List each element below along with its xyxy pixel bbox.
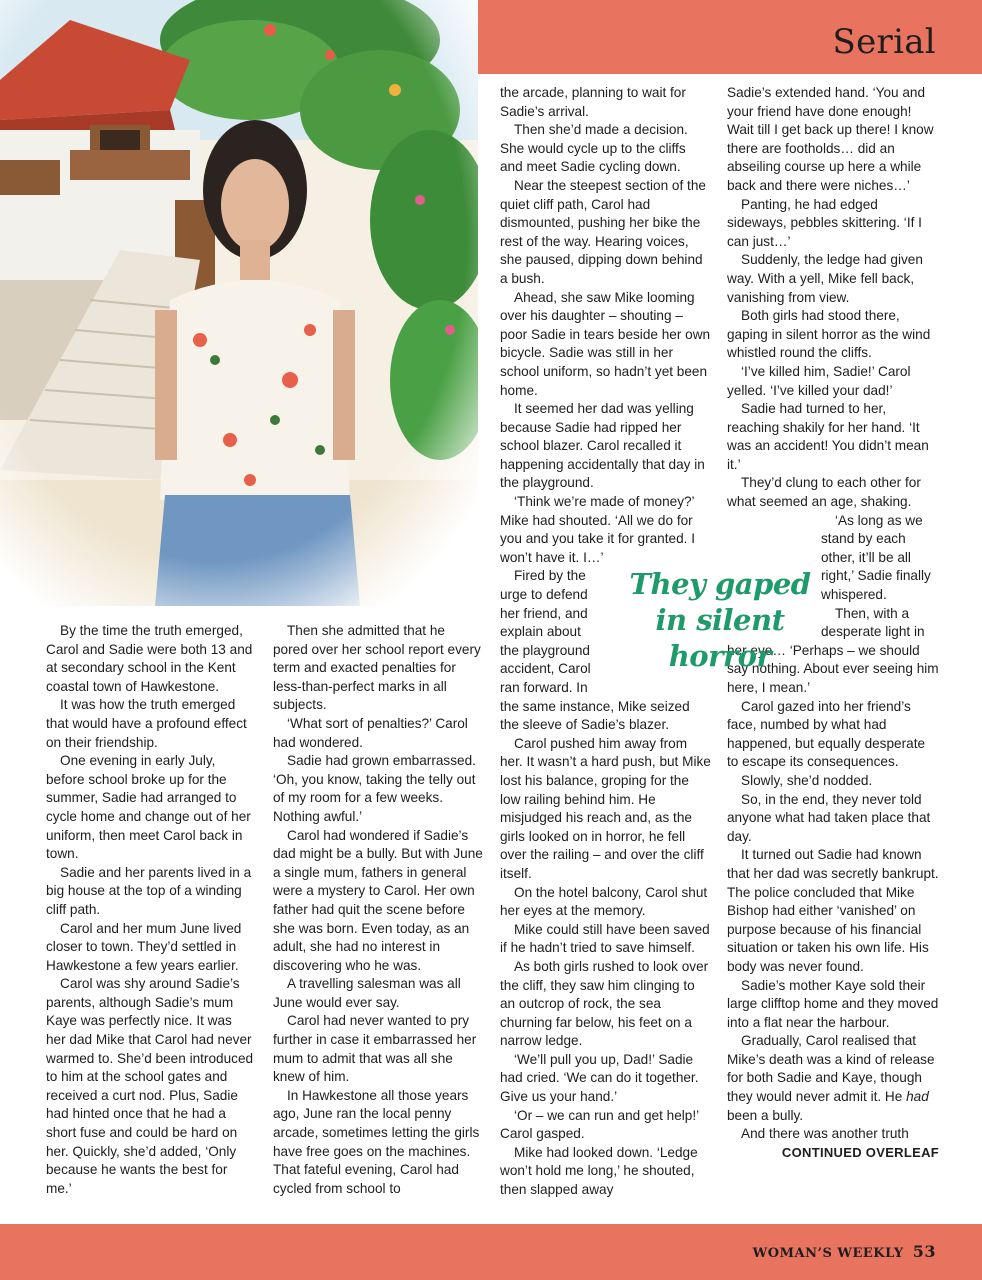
paragraph: They’d clung to each other for what seemed an age, shaking. [727, 475, 921, 510]
paragraph: As both girls rushed to look over the cliff, they saw him clinging to an outcrop of rock, the sea churning far below, his feet on a narrow ledge. [500, 958, 709, 1049]
paragraph: Fired by the urge to defend her friend, and explain about the playground accident, Carol ran forward. In the same instance, Mike seized the sleeve of Sadie’s blazer. [500, 568, 690, 733]
paragraph: Carol and her mum June lived closer to town. They’d settled in Hawkestone a few years earlier. [46, 920, 242, 973]
paragraph: ‘I’ve killed him, Sadie!’ Carol yelled. ‘I’ve killed your dad!’ [727, 363, 911, 398]
pull-quote-line: horror [668, 639, 772, 673]
paragraph: Sadie’s extended hand. ‘You and your friend have done enough! Wait till I get back up there! I know there are footholds… did an abseiling course up here a while back and there were niches…’ [727, 85, 934, 193]
paragraph: Sadie and her parents lived in a big house at the top of a winding cliff path. [46, 864, 252, 917]
paragraph: It seemed her dad was yelling because Sadie had ripped her school blazer. Carol recalled it happening accidentally that day in the playground. [500, 401, 705, 491]
text-run: Gradually, Carol realised that Mike’s death was a kind of release for both Sadie and Kaye, though they would never admit it. He [727, 1033, 935, 1105]
paragraph: Carol had never wanted to pry further in case it embarrassed her mum to admit that was all she knew of him. [273, 1013, 477, 1085]
pull-quote [620, 566, 820, 674]
paragraph: Both girls had stood there, gaping in silent horror as the wind whistled round the cliffs. [727, 308, 931, 361]
page-number: 53 [912, 1242, 936, 1261]
paragraph: On the hotel balcony, Carol shut her eyes at the memory. [500, 884, 708, 919]
paragraph: Then, with a desperate light in her eye… ‘Perhaps – we should say nothing. About ever seeing him here, I mean.’ [727, 605, 939, 695]
woman-standing-before-villa-illustration [0, 0, 478, 606]
paragraph: the arcade, planning to wait for Sadie’s arrival. [500, 85, 686, 119]
paragraph: Then she’d made a decision. She would cycle up to the cliffs and meet Sadie cycling down. [500, 122, 688, 175]
paragraph: Sadie had turned to her, reaching shakily for her hand. ‘It was an accident! You didn’t mean it.’ [727, 401, 929, 472]
pull-quote-line: They gaped [629, 567, 811, 601]
paragraph: Carol had wondered if Sadie’s dad might be a bully. But with June a single mum, fathers in general were a mystery to Carol. Her own father had quit the scene before she was born. Even today, as an adult, she had no interest in discovering who he was. [273, 827, 483, 973]
section-title: Serial [832, 22, 936, 62]
pull-quote-line: in silent [655, 603, 785, 637]
paragraph: Ahead, she saw Mike looming over his daughter – shouting – poor Sadie in tears beside her own bicycle. Sadie was still in her school uniform, so hadn’t yet been home. [500, 289, 711, 398]
continued-overleaf: CONTINUED OVERLEAF [781, 1144, 939, 1160]
paragraph: One evening in early July, before school broke up for the summer, Sadie had arranged to cycle home and change out of her uniform, then meet Carol back in town. [46, 753, 251, 862]
paragraph: By the time the truth emerged, Carol and Sadie were both 13 and at secondary school in the Kent coastal town of Hawkestone. [46, 623, 253, 694]
paragraph: So, in the end, they never told anyone what had taken place that day. [727, 791, 931, 844]
paragraph: ‘Think we’re made of money?’ Mike had shouted. ‘All we do for you and you take it for granted. I won’t have it. I…’ [500, 494, 695, 565]
paragraph: ‘As long as we stand by each other, it’ll be all right,’ Sadie finally whispered. [821, 512, 931, 603]
magazine-name: WOMAN’S WEEKLY [752, 1246, 904, 1261]
paragraph: Mike could still have been saved if he hadn’t tried to save himself. [500, 921, 710, 956]
paragraph: And there was another truth [741, 1126, 909, 1142]
paragraph: It was how the truth emerged that would have a profound effect on their friendship. [46, 697, 247, 750]
paragraph: ‘What sort of penalties?’ Carol had wondered. [273, 715, 468, 750]
text-column-1 [46, 622, 254, 1198]
story-illustration [0, 0, 478, 606]
emphasis: had [906, 1089, 929, 1105]
paragraph: Near the steepest section of the quiet cliff path, Carol had dismounted, pushing her bike the rest of the way. Hearing voices, she paused, dipping down behind a bush. [500, 177, 706, 286]
paragraph: Mike had looked down. ‘Ledge won’t hold me long,’ he shouted, then slapped away [500, 1144, 698, 1198]
paragraph: Carol was shy around Sadie’s parents, although Sadie’s mum Kaye was perfectly nice. It was her dad Mike that Carol had never warmed to. She’d been introduced to him at the school gates and received a curt nod. Plus, Sadie had hinted once that he had a short fuse and could be hard on her. Quickly, she’d added, ‘Only because he wants the best for me.’ [46, 976, 254, 1196]
paragraph: In Hawkestone all those years ago, June ran the local penny arcade, sometimes letting the girls have free goes on the machines. That fateful evening, Carol had cycled from school to [273, 1087, 480, 1196]
text-column-2 [273, 622, 483, 1198]
paragraph [727, 1032, 939, 1125]
paragraph: ‘We’ll pull you up, Dad!’ Sadie had cried. ‘We can do it together. Give us your hand.’ [500, 1051, 699, 1105]
paragraph: Carol gazed into her friend’s face, numbed by what had happened, but equally desperate to escape its consequences. [727, 698, 926, 770]
paragraph: Suddenly, the ledge had given way. With a yell, Mike fell back, vanishing from view. [727, 252, 923, 305]
paragraph: Slowly, she’d nodded. [741, 772, 873, 788]
page-footer [753, 1242, 936, 1261]
paragraph: ‘Or – we can run and get help!’ Carol gasped. [500, 1107, 699, 1142]
paragraph: Then she admitted that he pored over her school report every term and exacted penalties for less-than-perfect marks in all subjects. [273, 623, 481, 713]
paragraph: A travelling salesman was all June would ever say. [273, 976, 461, 1010]
paragraph: Carol pushed him away from her. It wasn’t a hard push, but Mike lost his balance, groping for the low railing behind him. He misjudged his reach and, as the girls looked on in horror, he fell over the railing – and over the cliff itself. [500, 735, 711, 881]
paragraph: Sadie’s mother Kaye sold their large clifftop home and they moved into a flat near the harbour. [727, 977, 939, 1030]
paragraph: Panting, he had edged sideways, pebbles skittering. ‘If I can just…’ [727, 196, 922, 249]
text-run: been a bully. [727, 1107, 804, 1123]
paragraph: Sadie had grown embarrassed. ‘Oh, you know, taking the telly out of my room for a few weeks. Nothing awful.’ [273, 753, 476, 824]
paragraph: It turned out Sadie had known that her dad was secretly bankrupt. The police concluded that Mike Bishop had either ‘vanished’ on purpose because of his financial situation or taken his own life. His body was never found. [727, 847, 939, 974]
